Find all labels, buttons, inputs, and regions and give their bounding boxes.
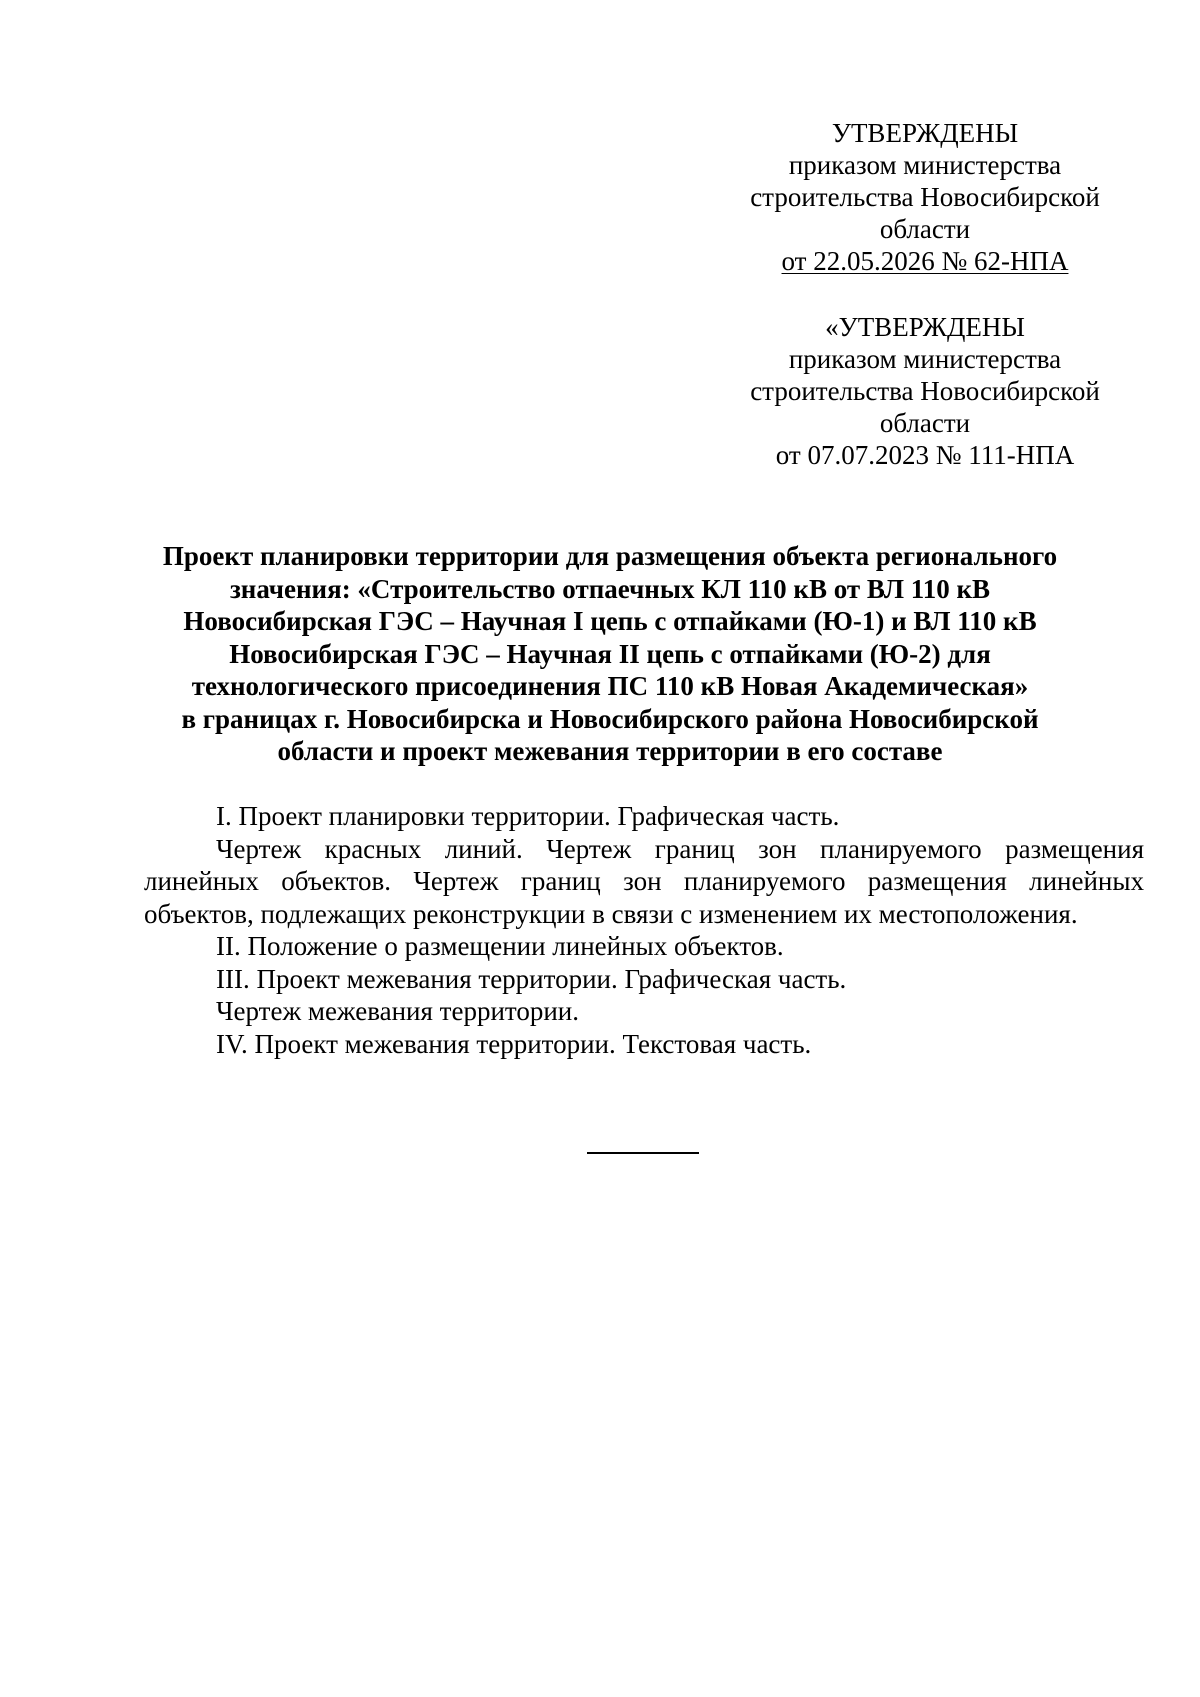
title-line: технологического присоединения ПС 110 кВ Новая Академическая» (191, 671, 1029, 701)
approval-line: строительства Новосибирской (750, 376, 1100, 406)
contents-drawing-line: Чертеж межевания территории. (216, 996, 579, 1026)
approval-line: приказом министерства (788, 344, 1062, 374)
document-title (130, 540, 1090, 768)
contents-item-part-4: IV. Проект межевания территории. Текстовая часть. (216, 1028, 812, 1059)
contents-drawings-line: объектов, подлежащих реконструкции в связи с изменением их местоположения. (144, 898, 1078, 929)
approval-order-reference (700, 245, 1150, 277)
contents-drawings-line: линейных объектов. Чертеж границ зон планируемого размещения линейных (144, 866, 1144, 896)
title-line: значения: «Строительство отпаечных КЛ 110 кВ от ВЛ 110 кВ (229, 573, 991, 604)
end-of-document-rule (587, 1152, 699, 1154)
contents-list (144, 800, 1144, 1060)
title-line: в границах г. Новосибирска и Новосибирского района Новосибирской (181, 703, 1039, 734)
contents-drawings-line: Чертеж красных линий. Чертеж границ зон планируемого размещения (216, 833, 1144, 864)
approval-heading: «УТВЕРЖДЕНЫ (825, 312, 1025, 342)
approval-line: приказом министерства (788, 150, 1062, 180)
contents-item-part-1: I. Проект планировки территории. Графическая часть. (216, 801, 840, 831)
approval-order-number: от 07.07.2023 № 111-НПА (775, 440, 1075, 470)
contents-item-part-3: III. Проект межевания территории. Графическая часть. (216, 963, 847, 994)
title-line: Проект планировки территории для размещения объекта регионального (162, 541, 1058, 571)
approval-stamp-previous (700, 311, 1150, 471)
approval-line: области (879, 408, 971, 438)
title-line: Новосибирская ГЭС – Научная II цепь с отпайками (Ю-2) для (229, 638, 991, 669)
title-line: области и проект межевания территории в его составе (277, 736, 943, 766)
approval-heading: УТВЕРЖДЕНЫ (831, 118, 1019, 148)
title-line: Новосибирская ГЭС – Научная I цепь с отпайками (Ю-1) и ВЛ 110 кВ (183, 606, 1037, 636)
approval-line: области (879, 214, 971, 244)
approval-order-number: от 22.05.2026 № 62-НПА (781, 246, 1069, 276)
contents-item-part-2: II. Положение о размещении линейных объектов. (216, 931, 784, 961)
approval-line: строительства Новосибирской (750, 182, 1100, 212)
approval-stamp-current (700, 117, 1150, 277)
